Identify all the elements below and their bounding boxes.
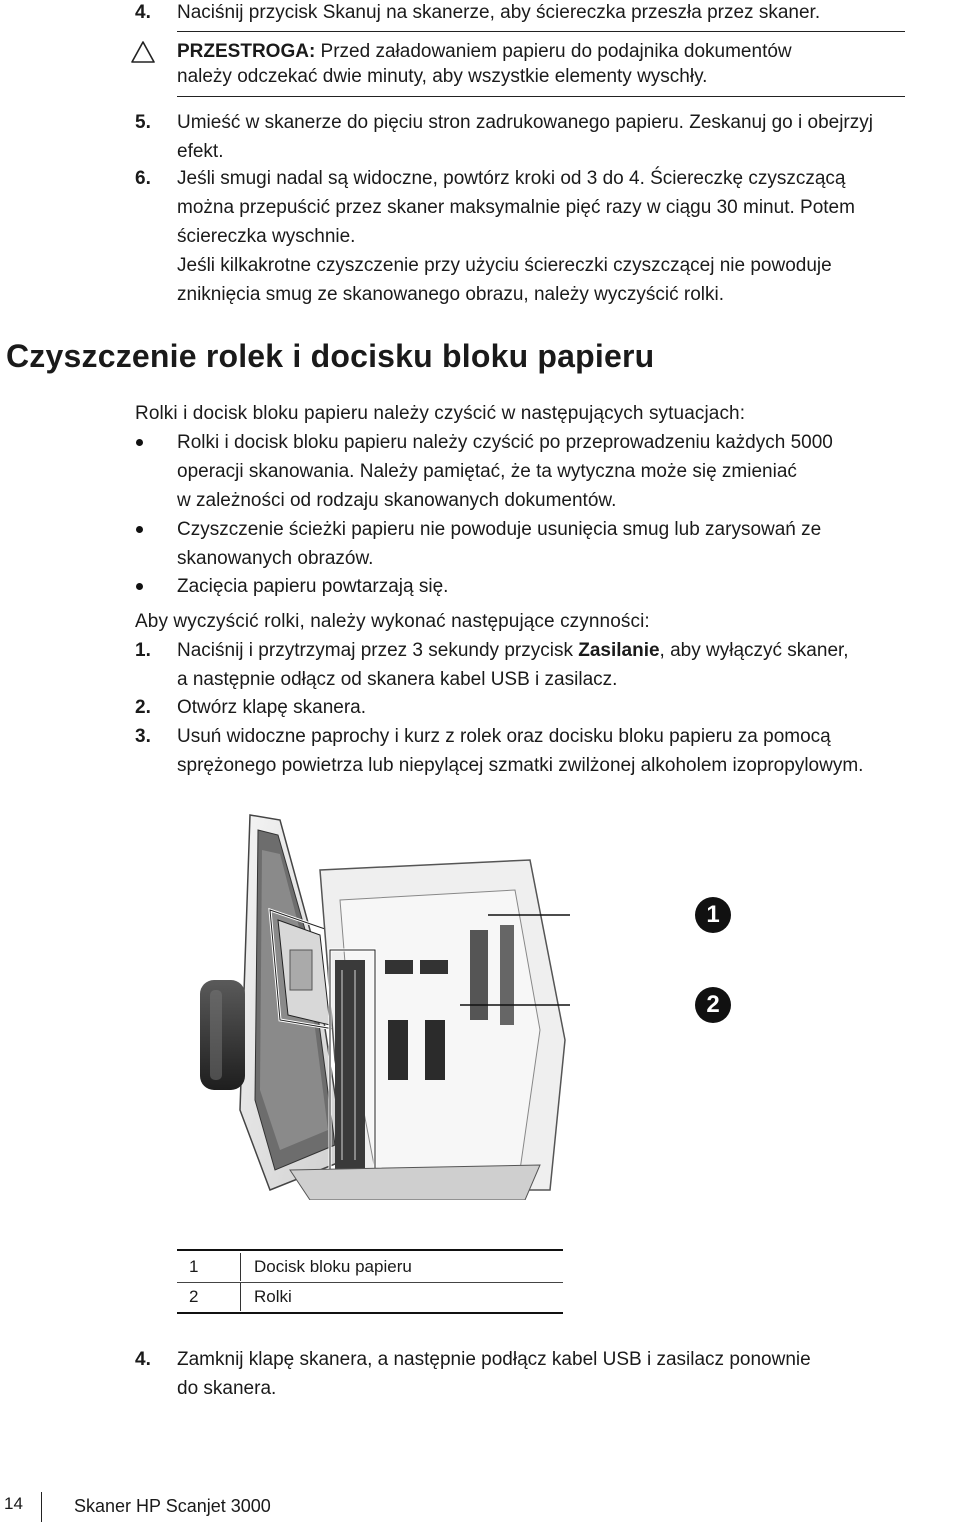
proc-step-1-pre: Naciśnij i przytrzymaj przez 3 sekundy przycisk [177, 640, 579, 661]
callout-1-icon: 1 [695, 897, 731, 933]
note-line-1: Jeśli kilkakrotne czyszczenie przy użyciu ściereczki czyszczącej nie powoduje [177, 255, 832, 276]
figure-legend [177, 1249, 563, 1315]
legend-row-2-number: 2 [189, 1287, 199, 1306]
bullet-2-line-1: Czyszczenie ścieżki papieru nie powoduje usunięcia smug lub zarysowań ze [177, 519, 822, 540]
step-6-number: 6. [135, 168, 151, 189]
section-intro: Rolki i docisk bloku papieru należy czyścić w następujących sytuacjach: [135, 403, 746, 424]
legend-row-2-label: Rolki [254, 1287, 292, 1306]
footer-separator [41, 1492, 42, 1522]
legend-row-2 [177, 1283, 563, 1311]
step-6-line-3: ściereczka wyschnie. [177, 226, 356, 247]
proc-step-1-number: 1. [135, 640, 151, 661]
bullet-dot-1 [136, 439, 143, 446]
bullet-1-line-3: w zależności od rodzaju skanowanych dokumentów. [177, 490, 617, 511]
legend-row-1-number: 1 [189, 1257, 199, 1276]
bullet-dot-3 [136, 583, 143, 590]
proc-step-1-line-1 [177, 636, 957, 665]
bullet-3-line-1: Zacięcia papieru powtarzają się. [177, 576, 449, 597]
bullet-1-line-2: operacji skanowania. Należy pamiętać, że ta wytyczna może się zmieniać [177, 461, 797, 482]
step-5-number: 5. [135, 112, 151, 133]
scanner-interior-illustration [170, 810, 570, 1200]
warning-triangle-icon [131, 41, 155, 63]
proc-step-2-line-1: Otwórz klapę skanera. [177, 697, 367, 718]
bullet-dot-2 [136, 526, 143, 533]
step-6-line-1: Jeśli smugi nadal są widoczne, powtórz kroki od 3 do 4. Ściereczkę czyszczącą [177, 168, 846, 189]
caution-label: PRZESTROGA: [177, 41, 316, 62]
proc-step-4-line-2: do skanera. [177, 1378, 277, 1399]
power-button-label: Zasilanie [578, 640, 660, 661]
bullet-2-line-2: skanowanych obrazów. [177, 548, 374, 569]
footer-document-title: Skaner HP Scanjet 3000 [74, 1496, 271, 1516]
proc-step-3-line-1: Usuń widoczne paprochy i kurz z rolek oraz docisku bloku papieru za pomocą [177, 726, 831, 747]
proc-step-1-post: , aby wyłączyć skaner, [659, 640, 849, 661]
footer-page-number: 14 [4, 1494, 23, 1513]
caution-bottom-rule [177, 96, 905, 97]
legend-bottom-rule [177, 1312, 563, 1314]
step-4-text: Naciśnij przycisk Skanuj na skanerze, aby ściereczka przeszła przez skaner. [177, 2, 821, 23]
legend-separator [240, 1283, 241, 1311]
caution-text-1: Przed załadowaniem papieru do podajnika dokumentów [315, 41, 792, 62]
proc-step-2-number: 2. [135, 697, 151, 718]
step-6-line-2: można przepuścić przez skaner maksymalnie pięć razy w ciągu 30 minut. Potem [177, 197, 855, 218]
proc-step-3-line-2: sprężonego powietrza lub niepylącej szmatki zwilżonej alkoholem izopropylowym. [177, 755, 864, 776]
callout-2-icon: 2 [695, 987, 731, 1023]
section-title: Czyszczenie rolek i docisku bloku papieru [6, 338, 655, 374]
legend-row-1-label: Docisk bloku papieru [254, 1257, 412, 1276]
bullet-1-line-1: Rolki i docisk bloku papieru należy czyścić po przeprowadzeniu każdych 5000 [177, 432, 833, 453]
legend-row-1 [177, 1253, 563, 1281]
proc-step-4-line-1: Zamknij klapę skanera, a następnie podłącz kabel USB i zasilacz ponownie [177, 1349, 811, 1370]
step-5-line-2: efekt. [177, 141, 224, 162]
proc-step-4-number: 4. [135, 1349, 151, 1370]
note-line-2: zniknięcia smug ze skanowanego obrazu, należy wyczyścić rolki. [177, 284, 725, 305]
proc-step-1-line-2: a następnie odłącz od skanera kabel USB i zasilacz. [177, 669, 618, 690]
procedure-intro: Aby wyczyścić rolki, należy wykonać następujące czynności: [135, 611, 650, 632]
caution-line-2: należy odczekać dwie minuty, aby wszystkie elementy wyschły. [177, 66, 708, 87]
legend-separator [240, 1253, 241, 1281]
proc-step-3-number: 3. [135, 726, 151, 747]
step-5-line-1: Umieść w skanerze do pięciu stron zadrukowanego papieru. Zeskanuj go i obejrzyj [177, 112, 873, 133]
legend-top-rule [177, 1249, 563, 1251]
caution-top-rule [177, 31, 905, 32]
step-4-number: 4. [135, 2, 151, 23]
